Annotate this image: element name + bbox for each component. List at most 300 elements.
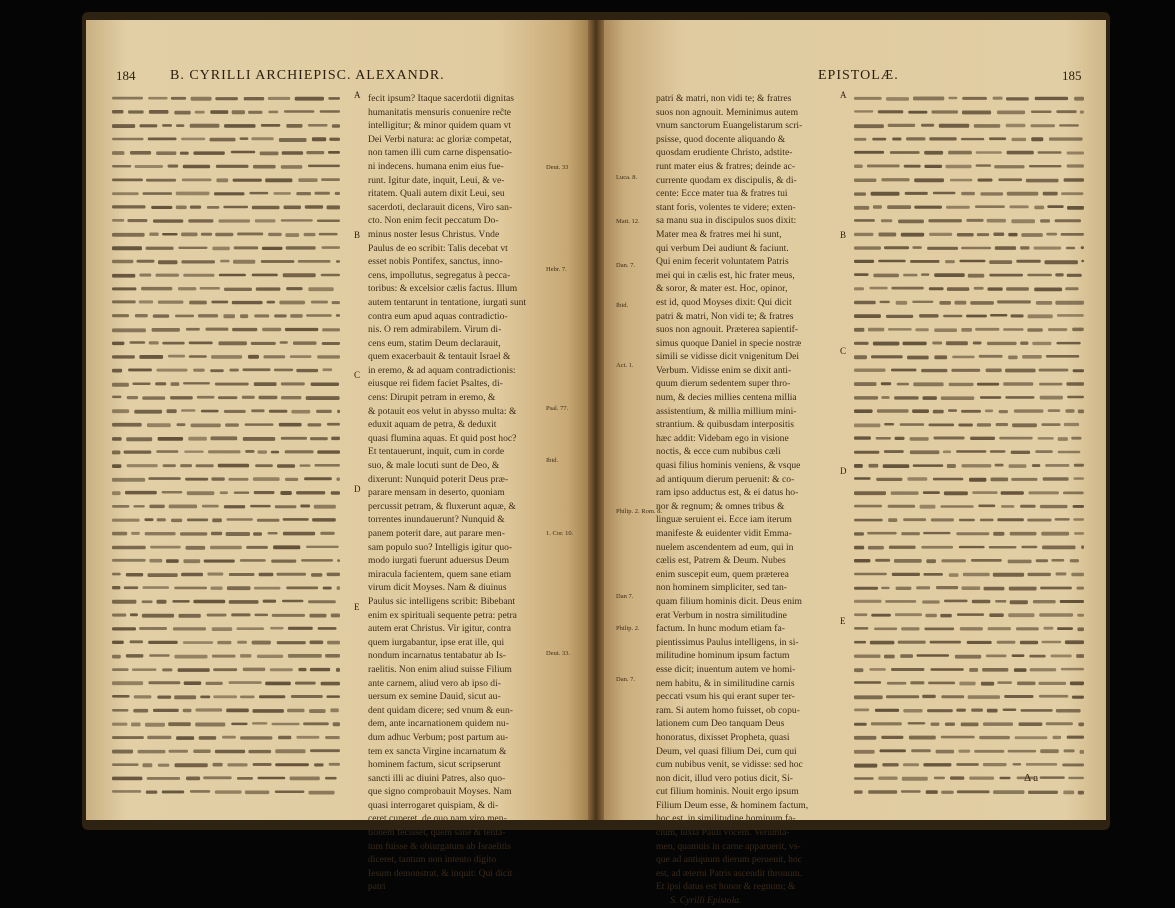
greek-word <box>854 97 882 100</box>
greek-word <box>142 600 153 603</box>
greek-word <box>947 464 956 468</box>
greek-word <box>218 396 238 399</box>
greek-word <box>1045 464 1069 467</box>
greek-word <box>903 763 919 766</box>
greek-word <box>878 260 906 263</box>
greek-word <box>262 247 283 250</box>
greek-word <box>187 491 215 495</box>
greek-word <box>218 464 249 468</box>
greek-word <box>215 790 242 793</box>
greek-word <box>925 614 937 618</box>
greek-word <box>317 355 340 358</box>
greek-word <box>185 478 208 481</box>
greek-word <box>112 287 136 290</box>
greek-word <box>956 450 986 453</box>
greek-word <box>311 573 322 577</box>
greek-word <box>215 750 245 753</box>
greek-word <box>871 355 903 358</box>
greek-word <box>188 219 213 222</box>
greek-word <box>1072 696 1084 699</box>
text-line: quasi filius hominis veniens, & vsque <box>656 460 801 472</box>
greek-word <box>913 382 943 386</box>
greek-word <box>1043 477 1069 481</box>
greek-word <box>202 505 219 508</box>
book-gutter <box>588 20 604 820</box>
greek-word <box>296 736 319 739</box>
greek-word <box>961 410 981 413</box>
greek-word <box>254 587 281 590</box>
greek-word <box>993 532 1004 536</box>
greek-word <box>919 314 939 318</box>
greek-word <box>930 641 961 644</box>
greek-word <box>868 546 884 550</box>
greek-word <box>997 518 1024 521</box>
greek-word <box>878 777 897 780</box>
greek-word <box>112 165 131 168</box>
greek-word <box>183 382 210 384</box>
greek-word <box>237 777 253 780</box>
greek-word <box>166 559 179 563</box>
greek-word <box>240 559 266 562</box>
greek-word <box>244 97 265 100</box>
greek-word <box>139 355 163 359</box>
greek-word <box>854 382 877 386</box>
greek-word <box>126 654 144 658</box>
greek-word <box>1066 382 1084 386</box>
greek-word <box>886 315 913 318</box>
greek-word <box>1013 763 1022 765</box>
greek-word <box>156 450 178 453</box>
greek-word <box>142 396 165 399</box>
greek-word <box>207 614 227 617</box>
greek-word <box>913 464 944 467</box>
greek-word <box>158 437 184 441</box>
greek-word <box>870 641 895 645</box>
greek-word <box>187 519 208 522</box>
greek-word <box>1034 247 1062 250</box>
greek-word <box>193 369 205 372</box>
greek-word <box>278 736 291 740</box>
greek-word <box>916 586 930 589</box>
greek-word <box>156 274 180 277</box>
greek-word <box>227 586 251 590</box>
greek-word <box>1003 709 1017 712</box>
greek-word <box>1077 614 1084 617</box>
greek-word <box>1035 97 1068 100</box>
greek-word <box>881 382 891 385</box>
greek-word <box>971 559 1002 562</box>
greek-word <box>974 287 984 290</box>
greek-word <box>112 192 139 195</box>
greek-word <box>259 695 285 698</box>
section-letter: B <box>354 230 361 240</box>
greek-word <box>874 628 897 631</box>
text-line: & soror, & mater est. Hoc, opinor, <box>656 283 788 295</box>
greek-word <box>112 124 135 128</box>
greek-word <box>888 518 897 522</box>
greek-word <box>283 273 316 277</box>
greek-word <box>322 246 341 249</box>
greek-word <box>326 695 340 698</box>
greek-word <box>112 573 121 576</box>
text-line: non hominem simpliciter, sed tan- <box>656 582 787 594</box>
greek-word <box>172 600 190 603</box>
greek-word <box>229 369 239 372</box>
greek-word <box>941 695 964 698</box>
greek-word <box>146 247 174 250</box>
greek-word <box>182 179 212 182</box>
greek-word <box>894 396 919 399</box>
greek-word <box>1051 655 1072 658</box>
greek-word <box>977 383 999 386</box>
greek-word <box>300 505 310 508</box>
text-line: nem habitu, & in similitudine carnis <box>656 677 795 689</box>
text-line: suo, & male locuti sunt de Deo, & <box>368 460 500 472</box>
greek-word <box>232 328 257 331</box>
right-page <box>604 20 1106 907</box>
greek-word <box>193 600 225 604</box>
greek-word <box>960 627 983 630</box>
greek-word <box>179 614 201 618</box>
greek-word <box>912 409 929 413</box>
greek-word <box>308 124 328 127</box>
greek-word <box>981 682 994 686</box>
greek-word <box>195 111 205 114</box>
section-letter: D <box>840 466 847 476</box>
greek-word <box>319 233 338 236</box>
text-line: tionem fecisset, quem sane & tenta- <box>368 827 506 839</box>
greek-word <box>183 274 214 277</box>
greek-word <box>876 437 891 440</box>
greek-word <box>854 559 870 563</box>
greek-word <box>112 790 141 793</box>
greek-word <box>854 206 869 210</box>
greek-word <box>921 546 953 549</box>
greek-word <box>233 179 262 182</box>
greek-word <box>173 627 206 630</box>
text-line: contra eum apud aquas contradictio- <box>368 310 508 322</box>
greek-word <box>210 546 242 550</box>
greek-word <box>176 124 184 127</box>
greek-word <box>961 723 979 727</box>
greek-word <box>1065 640 1084 644</box>
latin-text-column <box>656 92 834 908</box>
greek-word <box>157 600 167 604</box>
greek-word <box>1040 219 1050 222</box>
greek-word <box>112 736 144 739</box>
greek-word <box>868 328 884 332</box>
greek-word <box>171 519 182 523</box>
greek-word <box>901 532 920 535</box>
greek-word <box>270 627 284 630</box>
greek-word <box>1081 545 1084 549</box>
text-line: militudine hominum ipsum factum <box>656 650 790 662</box>
margin-note: Deut. 33 <box>546 164 569 171</box>
greek-word <box>327 573 340 577</box>
greek-word <box>207 573 223 576</box>
text-line: uersum ex semine Dauid, sicut au- <box>368 691 501 703</box>
text-line: quosdam erudiente Christo, adstite- <box>656 147 793 159</box>
greek-word <box>272 723 300 726</box>
greek-word <box>939 124 970 128</box>
text-line: honoratus, dixisset Propheta, quasi <box>656 731 790 743</box>
greek-word <box>927 247 958 250</box>
greek-word <box>314 763 324 766</box>
greek-word <box>875 709 899 712</box>
greek-word <box>945 260 955 263</box>
greek-word <box>880 301 890 303</box>
greek-word <box>1081 260 1084 263</box>
greek-word <box>873 205 882 209</box>
greek-word <box>1029 655 1045 658</box>
greek-word <box>148 477 181 480</box>
greek-word <box>1055 273 1063 276</box>
greek-word <box>871 614 891 617</box>
greek-word <box>1021 546 1037 549</box>
greek-word <box>134 410 162 414</box>
greek-word <box>1039 682 1067 685</box>
greek-word <box>998 178 1022 181</box>
greek-word <box>312 518 336 522</box>
greek-word <box>854 355 867 359</box>
greek-word <box>854 301 876 305</box>
greek-word <box>337 559 340 562</box>
greek-word <box>907 356 929 360</box>
greek-word <box>257 655 283 658</box>
greek-word <box>878 110 904 113</box>
greek-word <box>997 641 1016 644</box>
greek-word <box>1030 668 1057 671</box>
greek-word <box>163 464 176 467</box>
greek-word <box>184 451 204 453</box>
greek-word <box>1028 791 1058 794</box>
text-line: raelitis. Non enim aliud suisse Filium <box>368 663 512 675</box>
greek-word <box>889 546 916 549</box>
greek-word <box>263 600 276 603</box>
open-book <box>82 12 1110 907</box>
greek-word <box>250 505 271 508</box>
text-line: Filium Deum esse, & hominem factum, <box>656 799 809 811</box>
greek-word <box>1031 111 1052 114</box>
greek-word <box>1046 722 1073 725</box>
greek-word <box>283 518 309 521</box>
greek-word <box>170 396 193 399</box>
greek-word <box>922 695 936 698</box>
greek-word <box>962 97 987 100</box>
greek-word <box>990 450 1006 453</box>
greek-word <box>277 464 295 467</box>
greek-word <box>854 573 887 576</box>
greek-word <box>240 137 249 140</box>
greek-word <box>286 124 302 128</box>
greek-word <box>112 627 136 630</box>
greek-word <box>128 110 144 113</box>
text-line: Et tentauerunt, inquit, cum in corde <box>368 446 505 458</box>
greek-word <box>880 749 906 752</box>
greek-word <box>139 627 167 630</box>
greek-word <box>227 763 247 766</box>
greek-word <box>959 260 985 263</box>
greek-word <box>222 736 236 739</box>
greek-word <box>854 790 863 793</box>
greek-word <box>147 736 171 739</box>
text-line: ad antiquum dierum peruenit: & co- <box>656 473 795 485</box>
greek-word <box>1011 219 1035 223</box>
greek-word <box>249 192 268 195</box>
greek-word <box>229 600 259 604</box>
greek-word <box>291 695 323 698</box>
greek-word <box>215 383 249 386</box>
greek-word <box>189 342 213 345</box>
text-line: erat Verbum in nostra similitudine <box>656 609 787 621</box>
greek-word <box>130 613 138 616</box>
text-line: cut filium hominis. Nouit ergo ipsum <box>656 786 799 798</box>
greek-word <box>226 518 253 521</box>
text-line: nondum incarnatus tentabatur ab Is- <box>368 650 506 662</box>
greek-word <box>997 681 1012 684</box>
greek-word <box>1022 355 1042 359</box>
greek-word <box>295 682 316 685</box>
greek-word <box>1026 763 1057 766</box>
greek-word <box>914 178 944 182</box>
margin-note: Dan. 7. <box>616 676 635 683</box>
greek-word <box>950 776 964 779</box>
greek-word <box>220 491 228 494</box>
greek-word <box>1062 764 1084 767</box>
greek-word <box>940 614 952 618</box>
greek-word <box>240 654 251 658</box>
greek-word <box>1029 491 1059 494</box>
greek-word <box>1072 328 1084 332</box>
greek-word <box>1066 409 1075 413</box>
text-line: quem exacerbauit & tentauit Israel & <box>368 351 511 363</box>
greek-word <box>265 178 292 182</box>
greek-word <box>152 328 180 332</box>
greek-word <box>233 260 255 264</box>
greek-word <box>854 138 866 141</box>
greek-script-lines <box>852 92 1088 812</box>
greek-word <box>174 587 207 590</box>
greek-word <box>959 519 975 522</box>
greek-word <box>1032 342 1051 345</box>
greek-word <box>869 668 885 671</box>
greek-word <box>1005 369 1036 373</box>
greek-word <box>931 518 954 521</box>
greek-word <box>990 314 1007 317</box>
greek-word <box>178 287 196 290</box>
greek-word <box>999 777 1010 780</box>
greek-word <box>999 437 1032 440</box>
greek-word <box>1038 151 1062 154</box>
greek-word <box>130 341 146 344</box>
greek-word <box>112 464 121 468</box>
greek-word <box>174 111 190 115</box>
greek-word <box>267 301 276 304</box>
greek-word <box>911 749 931 752</box>
greek-word <box>325 654 340 658</box>
greek-word <box>963 573 990 576</box>
greek-word <box>254 314 269 317</box>
section-letter: A <box>840 90 847 100</box>
greek-word <box>854 546 864 550</box>
greek-word <box>248 111 262 114</box>
greek-word <box>112 451 120 455</box>
greek-word <box>928 682 955 685</box>
greek-word <box>287 709 304 713</box>
greek-word <box>251 137 273 140</box>
greek-word <box>272 614 305 617</box>
text-line: percussit petram, & fluxerunt aquæ, & <box>368 500 516 512</box>
greek-word <box>933 478 963 481</box>
greek-word <box>959 682 975 686</box>
greek-word <box>279 138 307 142</box>
greek-word <box>273 545 300 549</box>
greek-word <box>214 192 245 195</box>
greek-word <box>284 110 314 113</box>
greek-word <box>248 355 259 359</box>
greek-word <box>1010 600 1028 604</box>
greek-word <box>1067 274 1082 277</box>
greek-word <box>854 451 879 454</box>
section-letter: E <box>840 616 846 626</box>
greek-word <box>890 151 920 154</box>
greek-word <box>872 138 886 141</box>
greek-word <box>879 233 897 237</box>
greek-word <box>268 97 290 100</box>
greek-word <box>934 273 965 277</box>
greek-word <box>949 383 974 386</box>
greek-word <box>974 750 1004 753</box>
greek-word <box>167 409 177 413</box>
greek-word <box>920 505 936 509</box>
greek-word <box>128 369 152 372</box>
greek-word <box>254 614 268 617</box>
greek-word <box>854 165 863 169</box>
greek-word <box>259 573 274 576</box>
greek-word <box>133 709 148 713</box>
greek-word <box>1026 179 1059 183</box>
page-number: 184 <box>116 68 136 83</box>
greek-word <box>943 451 951 454</box>
greek-word <box>892 138 901 141</box>
greek-word <box>186 777 200 781</box>
text-line: cens eum, statim Deum declarauit, <box>368 337 501 349</box>
text-line: quem iurgabantur, ipse erat ille, qui <box>368 636 505 648</box>
greek-word <box>112 383 129 387</box>
greek-word <box>932 342 942 345</box>
greek-word <box>216 165 249 168</box>
greek-word <box>296 192 311 195</box>
greek-word <box>1077 627 1084 631</box>
greek-word <box>926 559 936 563</box>
greek-word <box>171 97 186 100</box>
text-line: intelligitur; & minor quidem quam vt <box>368 120 512 132</box>
greek-word <box>1020 505 1036 508</box>
greek-word <box>158 301 184 304</box>
greek-word <box>989 260 1012 264</box>
greek-word <box>900 654 913 658</box>
greek-word <box>1051 559 1064 562</box>
greek-word <box>275 749 305 753</box>
greek-word <box>310 437 328 440</box>
greek-word <box>225 423 239 426</box>
greek-word <box>322 328 340 331</box>
greek-word <box>327 205 341 209</box>
text-line: diceret, tantum non intento digito <box>368 854 497 866</box>
greek-word <box>1020 246 1030 249</box>
greek-word <box>854 709 869 712</box>
greek-word <box>995 246 1016 250</box>
